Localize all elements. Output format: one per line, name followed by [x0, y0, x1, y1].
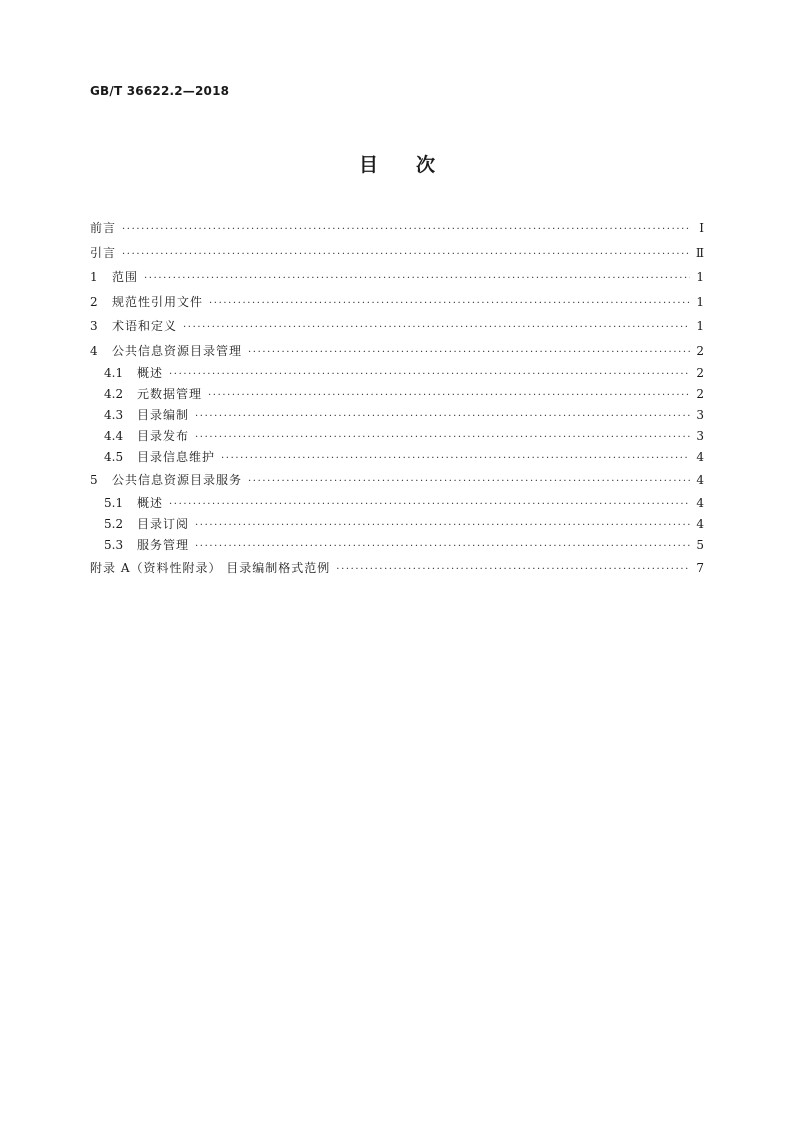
toc-entry-page: 1: [696, 294, 704, 309]
toc-entry-label: 目录发布: [137, 429, 190, 443]
toc-title: 目次: [358, 154, 473, 176]
toc-entry-number: 5.3: [104, 537, 124, 552]
toc-entry-page: 4: [696, 473, 704, 487]
toc-entry-number: 4: [90, 343, 98, 358]
toc-leader-dots: [169, 494, 690, 515]
toc-leader-dots: [248, 341, 690, 366]
toc-entry-page: 2: [696, 366, 704, 380]
toc-entry-page: 3: [696, 429, 704, 443]
toc-leader-dots: [122, 243, 690, 268]
toc-entry-label: 目录信息维护: [137, 450, 216, 464]
toc-entry-page: 4: [696, 495, 704, 510]
toc-entry-page: 1: [696, 270, 704, 284]
toc-entry-number: 4.4: [104, 429, 124, 443]
toc-entry-label: 概述: [137, 495, 164, 510]
toc-leader-dots: [248, 470, 690, 495]
toc-entry-label: 引言: [90, 245, 117, 260]
toc-entry-4-5[interactable]: [90, 447, 704, 468]
toc-entry-page: 5: [696, 537, 704, 552]
toc-entry-scope[interactable]: [90, 265, 704, 290]
toc-entry-number: 3: [90, 319, 98, 333]
toc-entry-page: 4: [696, 516, 704, 531]
toc-entry-label: 元数据管理: [137, 387, 203, 401]
toc-entry-catalog-management[interactable]: [90, 339, 704, 364]
toc-entry-label: 概述: [137, 366, 164, 380]
toc-entry-page: Ⅰ: [699, 221, 704, 235]
toc-leader-dots: [195, 406, 690, 427]
toc-entry-4-1[interactable]: [90, 363, 704, 384]
toc-entry-terms-definitions[interactable]: [90, 314, 704, 339]
toc-entry-label: 目录订阅: [137, 516, 190, 531]
standard-code: GB/T 36622.2—2018: [90, 84, 230, 98]
toc-entry-foreword[interactable]: [90, 216, 704, 241]
toc-entry-page: Ⅱ: [695, 245, 704, 260]
toc-entry-4-2[interactable]: [90, 384, 704, 405]
toc-entry-normative-references[interactable]: [90, 290, 704, 315]
toc-entry-label: 公共信息资源目录管理: [112, 343, 243, 358]
toc-entry-label: 服务管理: [137, 537, 190, 552]
toc-entry-label: 术语和定义: [112, 319, 178, 333]
toc-entry-appendix-a[interactable]: [90, 556, 704, 581]
toc-leader-dots: [169, 364, 690, 385]
toc-entry-page: 3: [696, 408, 704, 422]
toc-entry-page: 1: [696, 319, 704, 333]
toc-entry-page: 7: [696, 560, 704, 575]
toc-entry-number: 1: [90, 270, 98, 284]
toc-leader-dots: [144, 267, 690, 292]
toc-entry-label: 附录 A（资料性附录） 目录编制格式范例: [90, 560, 331, 575]
toc-entry-4-3[interactable]: [90, 405, 704, 426]
toc-entry-5-1[interactable]: [90, 493, 704, 514]
toc-leader-dots: [209, 292, 690, 317]
toc-entry-number: 5.1: [104, 495, 124, 510]
toc-entry-label: 规范性引用文件: [112, 294, 204, 309]
toc-entry-number: 4.5: [104, 450, 124, 464]
toc-leader-dots: [221, 448, 690, 469]
toc-leader-dots: [208, 385, 690, 406]
toc-entry-introduction[interactable]: [90, 241, 704, 266]
toc-entry-number: 2: [90, 294, 98, 309]
toc-leader-dots: [195, 515, 690, 536]
toc-entry-catalog-service[interactable]: [90, 468, 704, 493]
toc-entry-page: 2: [696, 343, 704, 358]
toc-leader-dots: [122, 218, 690, 243]
toc-entry-number: 4.3: [104, 408, 124, 422]
toc-entry-label: 公共信息资源目录服务: [112, 473, 243, 487]
toc-leader-dots: [336, 558, 690, 583]
toc-entry-label: 范围: [112, 270, 139, 284]
toc-entry-number: 4.1: [104, 366, 124, 380]
toc-entry-number: 5.2: [104, 516, 124, 531]
toc-entry-5-2[interactable]: [90, 514, 704, 535]
toc-leader-dots: [183, 316, 690, 341]
toc-leader-dots: [195, 536, 690, 557]
toc-leader-dots: [195, 427, 690, 448]
toc-entry-page: 2: [696, 387, 704, 401]
toc-entry-label: 目录编制: [137, 408, 190, 422]
toc-entry-page: 4: [696, 450, 704, 464]
toc-entry-5-3[interactable]: [90, 535, 704, 556]
table-of-contents: [90, 216, 704, 580]
toc-entry-number: 5: [90, 473, 98, 487]
toc-entry-number: 4.2: [104, 387, 124, 401]
toc-entry-label: 前言: [90, 221, 117, 235]
toc-entry-4-4[interactable]: [90, 426, 704, 447]
